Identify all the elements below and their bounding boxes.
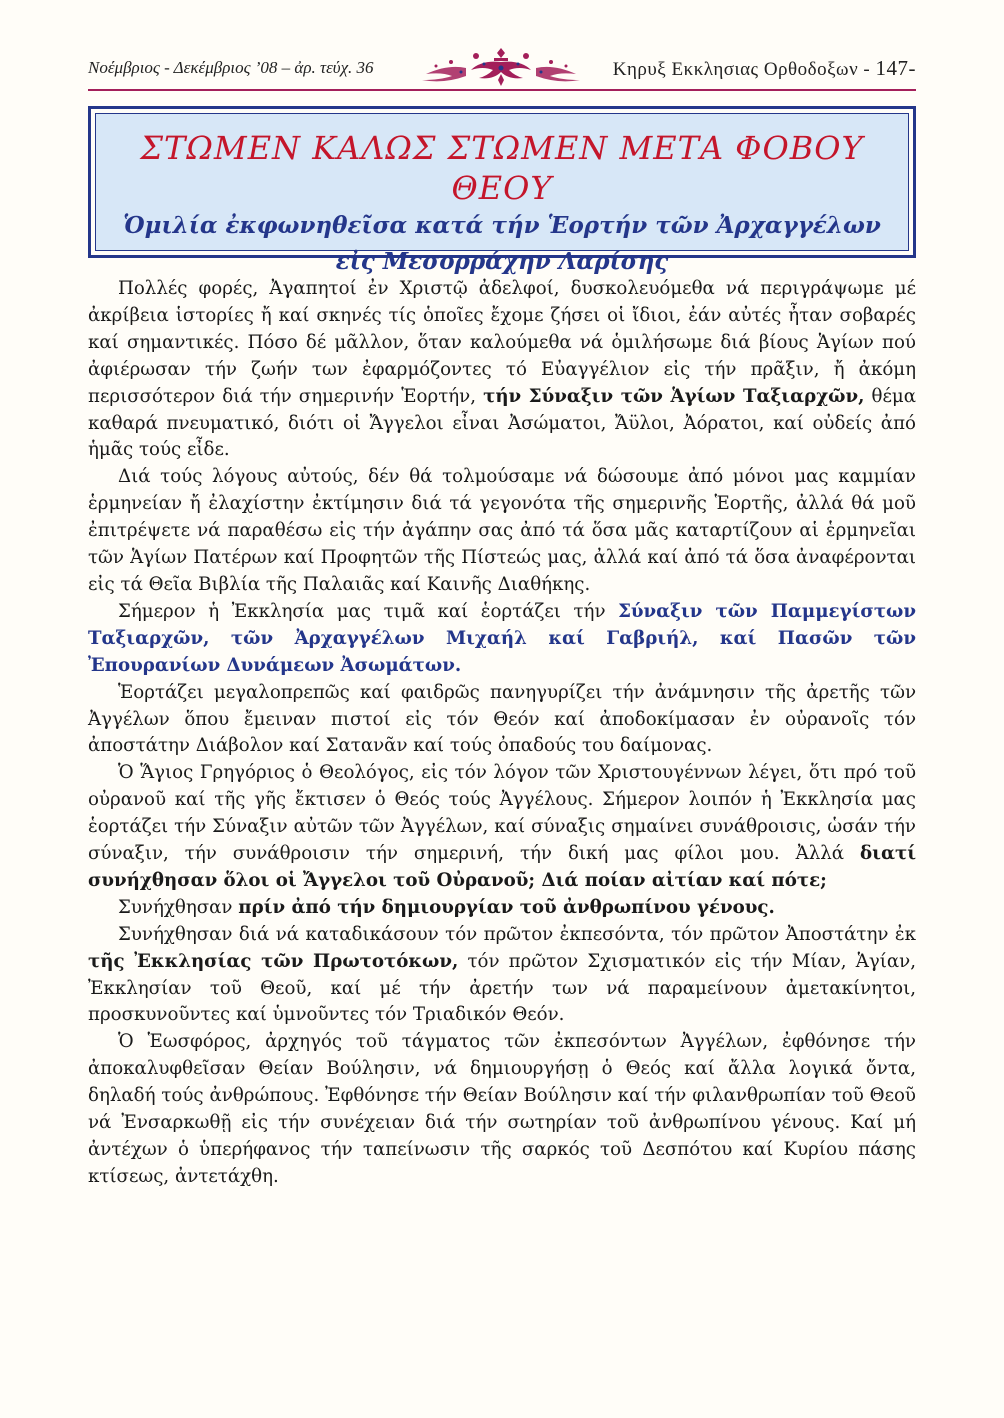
- page-number: 147-: [875, 56, 916, 80]
- paragraph-4: Ἑορτάζει μεγαλοπρεπῶς καί φαιδρῶς πανηγυρίζει τήν ἀνάμνησιν τῆς ἀρετῆς τῶν Ἀγγέλων ὅπου ἔμειναν πιστοί εἰς τόν Θεόν καί ἀποδοκίμασαν ἐν οὐρανοῖς τόν ἀποστάτην Διάβολον καί Σατανᾶν καί τούς ὀπαδούς του δαίμονας.: [88, 681, 916, 757]
- paragraph-5: Ὁ Ἅγιος Γρηγόριος ὁ Θεολόγος, εἰς τόν λόγον τῶν Χριστουγέννων λέγει, ὅτι πρό τοῦ οὐρανοῦ καί τῆς γῆς ἔκτισεν ὁ Θεός τούς Ἀγγέλους. Σήμερον λοιπόν ἡ Ἐκκλησία μας ἑορτάζει τήν Σύναξιν αὐτῶν τῶν Ἀγγέλων, καί σύναξις σημαίνει συνάθροισις, ὡσάν τήν σύναξιν, τήν συνάθροισιν τήν σημερινή, τήν δική μας φίλοι μου. Ἀλλά διατί συνήχθησαν ὅλοι οἱ Ἄγγελοι τοῦ Οὐρανοῦ; Διά ποίαν αἰτίαν καί πότε;: [88, 762, 916, 891]
- paragraph-6: Συνήχθησαν πρίν ἀπό τήν δημιουργίαν τοῦ ἀνθρωπίνου γένους.: [118, 896, 775, 918]
- header-rule: [88, 89, 916, 91]
- paragraph-8: Ὁ Ἑωσφόρος, ἀρχηγός τοῦ τάγματος τῶν ἐκπεσόντων Ἀγγέλων, ἐφθόνησε τήν ἀποκαλυφθεῖσαν Θείαν Βούλησιν, νά δημιουργήσῃ ὁ Θεός καί ἄλλα λογικά ὄντα, δηλαδή τούς ἀνθρώπους. Ἐφθόνησε τήν Θείαν Βούλησιν καί τήν φιλανθρωπίαν τοῦ Θεοῦ νά Ἐνσαρκωθῇ εἰς τήν συνέχειαν διά τήν σωτηρίαν τοῦ ἀνθρωπίνου γένους. Καί μή ἀντέχων ὁ ὑπερήφανος τήν ταπείνωσιν τῆς σαρκός τοῦ Δεσπότου καί Κυρίου πάσης κτίσεως, ἀντετάχθη.: [88, 1031, 916, 1187]
- article-subtitle-line2: εἰς Μεσορράχην Λαρίσης: [335, 248, 669, 275]
- article-body: [88, 276, 916, 1191]
- paragraph-1: Πολλές φορές, Ἀγαπητοί ἐν Χριστῷ ἀδελφοί, δυσκολευόμεθα νά περιγράψωμε μέ ἀκρίβεια ἱστορίες ἤ καί σκηνές τίς ὁποῖες ἔχομε ζήσει οἱ ἴδιοι, ἐάν αὐτές ἦταν σοβαρές καί σημαντικές. Πόσο δέ μᾶλλον, ὅταν καλούμεθα νά ὁμιλήσωμε διά βίους Ἁγίων πού ἀφιέρωσαν τήν ζωήν των ἐφαρμόζοντες τό Εὐαγγέλιον εἰς τήν πρᾶξιν, ἤ ἀκόμη περισσότερον διά τήν σημερινήν Ἑορτήν, τήν Σύναξιν τῶν Ἁγίων Ταξιαρχῶν, θέμα καθαρά πνευματικό, διότι οἱ Ἄγγελοι εἶναι Ἀσώματοι, Ἄϋλοι, Ἀόρατοι, καί οὐδείς ἀπό ἡμᾶς τούς εἶδε.: [88, 278, 916, 461]
- paragraph-3: Σήμερον ἡ Ἐκκλησία μας τιμᾶ καί ἑορτάζει τήν Σύναξιν τῶν Παμμεγίστων Ταξιαρχῶν, τῶν Ἀρχαγγέλων Μιχαήλ καί Γαβριήλ, καί Πασῶν τῶν Ἐπουρανίων Δυνάμεων Ἀσωμάτων.: [88, 600, 916, 676]
- title-box: [88, 106, 916, 275]
- paragraph-7: Συνήχθησαν διά νά καταδικάσουν τόν πρῶτον ἐκπεσόντα, τόν πρῶτον Ἀποστάτην ἐκ τῆς Ἐκκλησίας τῶν Πρωτοτόκων, τόν πρῶτον Σχισματικόν εἰς τήν Μίαν, Ἁγίαν, Ἐκκλησίαν τοῦ Θεοῦ, καί μέ τήν ἀρετήν των νά παραμείνουν ἀμετακίνητοι, προσκυνοῦντες καί ὑμνοῦντες τόν Τριαδικόν Θεόν.: [88, 923, 916, 1026]
- issue-info: Νοέμβριος - Δεκέμβριος ’08 – ἀρ. τεύχ. 36: [88, 58, 374, 77]
- article-title: ΣΤΩΜΕΝ ΚΑΛΩΣ ΣΤΩΜΕΝ ΜΕΤΑ ΦΟΒΟΥ ΘΕΟΥ: [140, 129, 864, 207]
- paragraph-2: Διά τούς λόγους αὐτούς, δέν θά τολμούσαμε νά δώσουμε ἀπό μόνοι μας καμμίαν ἑρμηνείαν ἤ ἐλαχίστην ἐκτίμησιν διά τά γεγονότα τῆς σημερινῆς Ἑορτῆς, ἀλλά θά μοῦ ἐπιτρέψετε νά παραθέσω εἰς τήν ἀγάπην σας ἀπό τά ὅσα μᾶς καταρτίζουν αἱ ἑρμηνεῖαι τῶν Ἁγίων Πατέρων καί Προφητῶν τῆς Πίστεώς μας, ἀλλά καί ἀπό τά ὅσα ἀναφέρονται εἰς τά Θεῖα Βιβλία τῆς Παλαιᾶς καί Καινῆς Διαθήκης.: [88, 466, 916, 595]
- journal-title: Κηρυξ Εκκλησιας Ορθοδοξων - 147-: [612, 56, 916, 80]
- byzantine-ornament-icon: [406, 44, 596, 88]
- running-header: [88, 44, 916, 88]
- article-subtitle-line1: Ὁμιλία ἐκφωνηθεῖσα κατά τήν Ἑορτήν τῶν Ἀρχαγγέλων: [123, 212, 881, 239]
